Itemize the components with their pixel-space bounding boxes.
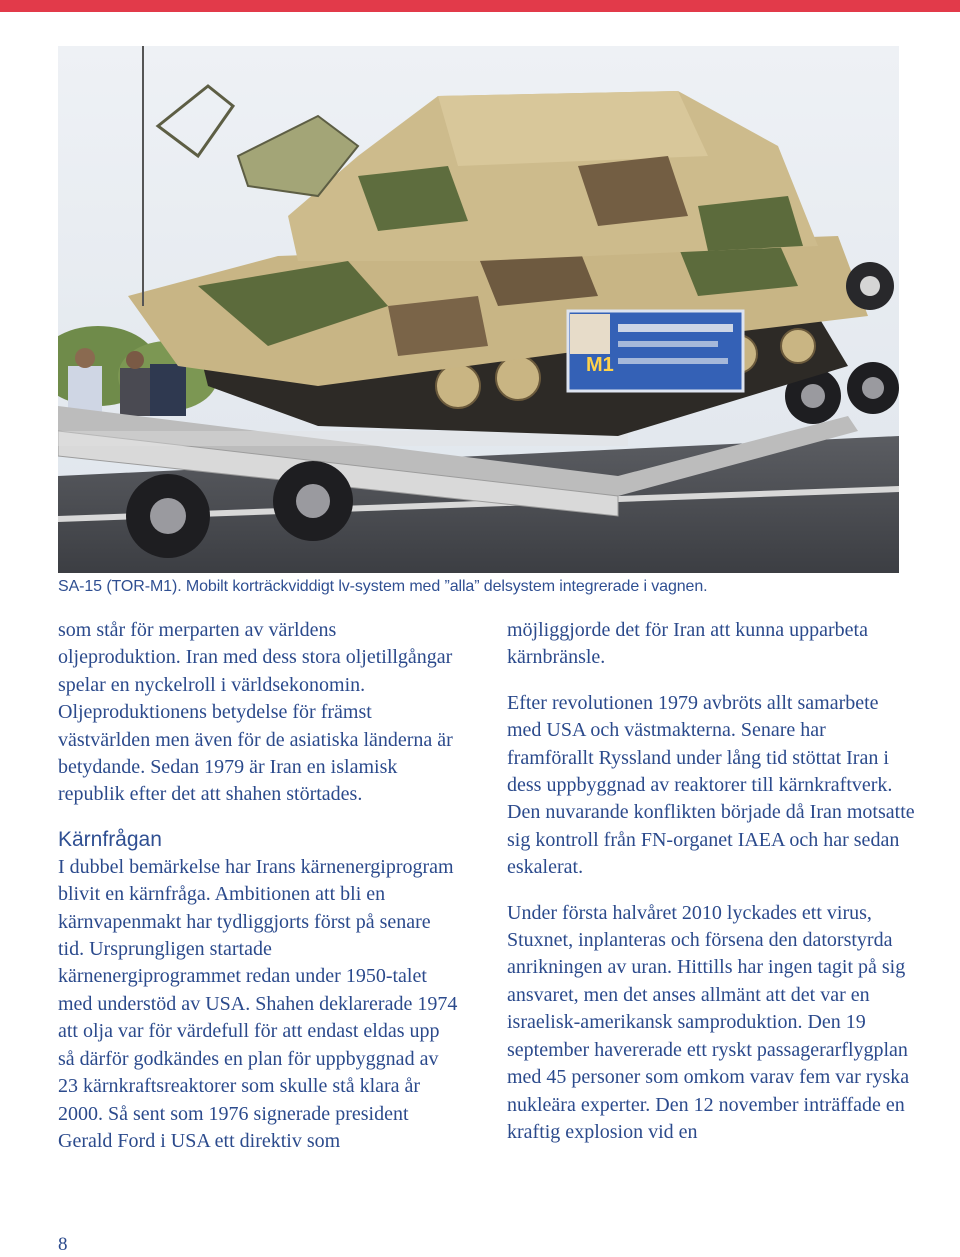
paragraph-stuxnet: Under första halvåret 2010 lyckades ett virus, Stuxnet, inplanteras och försena den datorstyrda anrikningen av uran. Hittills har ingen tagit på sig ansvaret, men det anses allmänt att det var en israelisk-amerikansk samproduktion. Den 19 september havererade ett ryskt passagerarflygplan med 45 personer som omkom varav fem var ryska nukleära experter. Den 12 november inträffade en kraftig explosion vid en xyxy=(507,901,910,1143)
vehicle-illustration xyxy=(58,46,899,573)
photo-caption: SA-15 (TOR-M1). Mobilt korträckviddigt lv-system med ”alla” delsystem integrerade i vagnen. xyxy=(58,578,708,595)
banner-text: M1 xyxy=(586,354,614,376)
paragraph-revolution: Efter revolutionen 1979 avbröts allt samarbete med USA och västmakterna. Senare har framförallt Ryssland under lång tid stöttat Iran i dess uppbyggnad av reaktorer till kärnkraftverk. Den nuvarande konflikten började då Iran motsatte sig kontroll från FN-organet IAEA och har sedan eskalerat. xyxy=(507,691,915,879)
top-accent-rule xyxy=(0,0,960,12)
left-column xyxy=(58,617,458,1155)
section-paragraph: I dubbel bemärkelse har Irans kärnenergiprogram blivit en kärnfråga. Ambitionen att bli en kärnvapenmakt har tydliggjorts först på senare tid. Ursprungligen startade kärnenergiprogrammet redan under 1950-talet med understöd av USA. Shahen deklarerade 1974 att olja var för värdefull för att endast eldas upp så därför godkändes en plan för uppbyggnad av 23 kärnkraftsreaktorer som skulle stå klara år 2000. Så sent som 1976 signerade president Gerald Ford i USA ett direktiv som xyxy=(58,855,458,1152)
paragraph-continuation: möjliggjorde det för Iran att kunna upparbeta kärnbränsle. xyxy=(507,619,868,669)
tor-m1-photo xyxy=(58,46,899,573)
page-number: 8 xyxy=(58,1234,68,1255)
intro-paragraph: som står för merparten av världens oljeproduktion. Iran med dess stora oljetillgångar spelar en nyckelroll i världsekonomin. Oljeproduktionens betydelse för främst västvärlden men även för de asiatiska länderna är betydande. Sedan 1979 är Iran en islamisk republik efter det att shahen störtades. xyxy=(58,619,453,806)
section-heading: Kärnfrågan xyxy=(58,827,162,851)
right-column xyxy=(507,617,917,1146)
